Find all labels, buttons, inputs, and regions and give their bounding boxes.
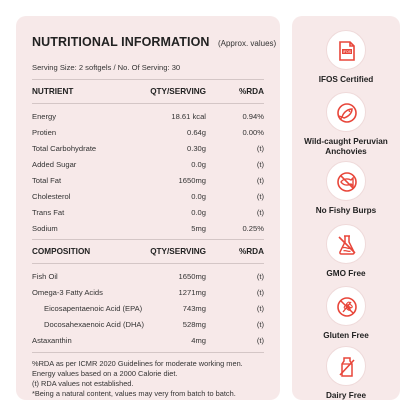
row-rda: (t) xyxy=(256,192,264,201)
badge-circle xyxy=(326,346,366,386)
composition-header-rda: %RDA xyxy=(238,247,264,256)
divider xyxy=(32,79,264,80)
badge-label: No Fishy Burps xyxy=(315,206,377,215)
row-qty: 0.64g xyxy=(186,128,206,137)
composition-header-qty: QTY/SERVING xyxy=(150,247,206,256)
row-name: Cholesterol xyxy=(32,192,71,201)
row-rda: (t) xyxy=(256,176,264,185)
badge-no-fishy-burps xyxy=(292,161,400,216)
table-row xyxy=(32,272,264,286)
nutrition-title: NUTRITIONAL INFORMATION xyxy=(32,35,210,49)
nutrient-header-rda: %RDA xyxy=(238,87,264,96)
row-rda: 0.94% xyxy=(242,112,264,121)
badge-circle xyxy=(326,30,366,70)
row-qty: 743mg xyxy=(182,304,206,313)
table-row xyxy=(32,208,264,222)
divider xyxy=(32,239,264,240)
row-name: Added Sugar xyxy=(32,160,77,169)
table-row xyxy=(32,336,264,350)
row-name: Sodium xyxy=(32,224,58,233)
row-rda: (t) xyxy=(256,272,264,281)
footnote: (t) RDA values not established. xyxy=(32,379,134,388)
badge-label: Dairy Free xyxy=(325,391,367,400)
badge-wild-caught xyxy=(292,92,400,157)
nutrition-title-row xyxy=(32,33,276,51)
badge-circle xyxy=(326,161,366,201)
row-qty: 5mg xyxy=(191,224,206,233)
row-qty: 1650mg xyxy=(178,176,206,185)
dna-flask-icon xyxy=(335,233,359,257)
badge-circle xyxy=(326,286,366,326)
row-rda: (t) xyxy=(256,336,264,345)
row-qty: 528mg xyxy=(182,320,206,329)
composition-header-row xyxy=(32,247,264,261)
divider xyxy=(32,103,264,104)
row-name: Total Fat xyxy=(32,176,62,185)
badge-circle xyxy=(326,92,366,132)
divider xyxy=(32,263,264,264)
row-qty: 18.61 kcal xyxy=(171,112,206,121)
table-row xyxy=(32,112,264,126)
ifos-icon-text: IFOS xyxy=(342,50,352,54)
serving-info: Serving Size: 2 softgels / No. Of Serving: 30 xyxy=(32,63,181,72)
table-row xyxy=(32,176,264,190)
table-row xyxy=(32,320,264,334)
row-qty: 1650mg xyxy=(178,272,206,281)
row-qty: 0.30g xyxy=(186,144,206,153)
row-qty: 4mg xyxy=(191,336,206,345)
row-rda: (t) xyxy=(256,208,264,217)
row-name: Docosahexaenoic Acid (DHA) xyxy=(44,320,145,329)
table-row xyxy=(32,192,264,206)
divider xyxy=(32,352,264,353)
milk-carton-icon xyxy=(335,355,359,379)
badge-label: GMO Free xyxy=(326,269,366,278)
badge-gluten-free xyxy=(292,286,400,341)
ifos-certificate-icon xyxy=(335,39,359,63)
nutrient-header-row xyxy=(32,87,264,101)
table-row xyxy=(32,288,264,302)
nutrient-header-name: NUTRIENT xyxy=(32,87,74,96)
footnote: Energy values based on a 2000 Calorie diet. xyxy=(32,369,178,378)
row-rda: (t) xyxy=(256,304,264,313)
row-name: Eicosapentaenoic Acid (EPA) xyxy=(44,304,143,313)
badge-label: Wild-caught Peruvian Anchovies xyxy=(304,137,388,156)
footnote: %RDA as per ICMR 2020 Guidelines for moderate working men. xyxy=(32,359,243,368)
badge-gmo-free xyxy=(292,224,400,279)
row-name: Total Carbohydrate xyxy=(32,144,97,153)
badges-panel xyxy=(292,16,400,400)
table-row xyxy=(32,224,264,238)
fish-icon xyxy=(335,101,359,125)
row-rda: 0.25% xyxy=(242,224,264,233)
badge-dairy-free xyxy=(292,346,400,401)
row-rda: (t) xyxy=(256,160,264,169)
table-row xyxy=(32,160,264,174)
badge-label: Gluten Free xyxy=(323,331,369,340)
row-rda: (t) xyxy=(256,320,264,329)
nutrition-title-note: (Approx. values) xyxy=(217,39,277,48)
row-rda: (t) xyxy=(256,144,264,153)
row-name: Omega-3 Fatty Acids xyxy=(32,288,103,297)
badge-ifos-certified xyxy=(292,30,400,85)
table-row xyxy=(32,304,264,318)
wheat-icon xyxy=(335,295,359,319)
row-qty: 0.0g xyxy=(191,160,206,169)
footnote: *Being a natural content, values may very from batch to batch. xyxy=(32,389,236,398)
composition-header-name: COMPOSITION xyxy=(32,247,91,256)
row-qty: 0.0g xyxy=(191,208,206,217)
row-qty: 0.0g xyxy=(191,192,206,201)
row-qty: 1271mg xyxy=(178,288,206,297)
nutrition-panel xyxy=(16,16,280,400)
badge-circle xyxy=(326,224,366,264)
no-fish-burp-icon xyxy=(335,170,359,194)
table-row xyxy=(32,128,264,142)
row-name: Protien xyxy=(32,128,57,137)
row-name: Astaxanthin xyxy=(32,336,72,345)
row-name: Energy xyxy=(32,112,57,121)
row-rda: 0.00% xyxy=(242,128,264,137)
nutrient-header-qty: QTY/SERVING xyxy=(150,87,206,96)
badge-label: IFOS Certified xyxy=(318,75,374,84)
row-name: Fish Oil xyxy=(32,272,58,281)
table-row xyxy=(32,144,264,158)
row-name: Trans Fat xyxy=(32,208,65,217)
row-rda: (t) xyxy=(256,288,264,297)
